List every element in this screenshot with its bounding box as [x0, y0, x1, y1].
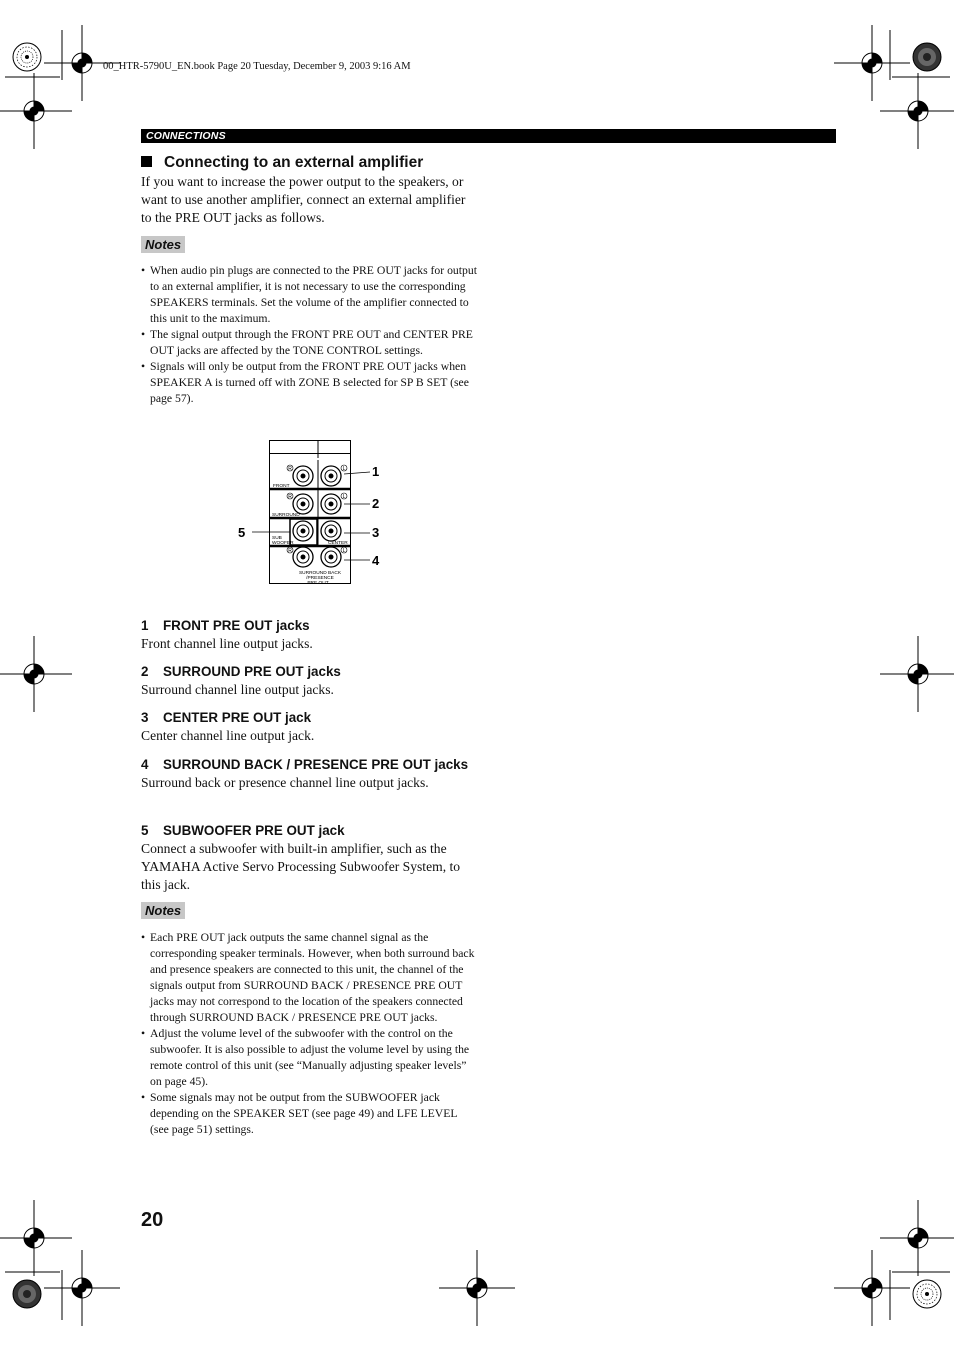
jack [321, 494, 341, 514]
heading-text: Connecting to an external amplifier [164, 154, 424, 171]
item-heading [141, 708, 476, 727]
item-description: Surround channel line output jacks. [141, 682, 334, 697]
jack [293, 547, 313, 567]
label-pre-out: PRE OUT [307, 581, 329, 586]
item-heading [141, 616, 476, 635]
callout-4: 4 [372, 553, 380, 568]
notes-tag: Notes [141, 902, 185, 919]
section-bar [141, 129, 836, 143]
channel-mark-l: L [342, 494, 346, 500]
label-sub: SUB [272, 536, 282, 541]
item-title: CENTER PRE OUT jack [163, 710, 312, 725]
item-2 [141, 662, 476, 699]
item-description: Connect a subwoofer with built-in amplifier, such as the YAMAHA Active Servo Processing Subwoofer System, to this jack. [141, 841, 461, 892]
note-item: • The signal output through the FRONT PRE OUT and CENTER PRE OUT jacks are affected by the TONE CONTROL settings. [141, 327, 478, 359]
heading-square-icon [141, 156, 152, 167]
jack [293, 521, 313, 541]
label-surround: SURROUND [272, 513, 300, 518]
notes-list-1 [141, 263, 478, 407]
notes-label-2 [141, 902, 185, 920]
section-heading [141, 154, 423, 172]
print-header: 00_HTR-5790U_EN.book Page 20 Tuesday, December 9, 2003 9:16 AM [103, 61, 411, 72]
label-presence: /PRESENCE [306, 576, 334, 581]
item-heading [141, 821, 476, 840]
item-1 [141, 616, 476, 653]
note-item: • Signals will only be output from the FRONT PRE OUT jacks when SPEAKER A is turned off with ZONE B selected for SP B SET (see page 57). [141, 359, 478, 407]
item-number: 3 [141, 710, 149, 725]
notes-list-2 [141, 930, 478, 1138]
callout-2: 2 [372, 496, 380, 511]
section-label: CONNECTIONS [146, 130, 226, 142]
label-woofer: WOOFER [272, 541, 294, 546]
note-item: • When audio pin plugs are connected to the PRE OUT jacks for output to an external amplifier, it is not necessary to use the corresponding SPEAKERS terminals. Set the volume of the amplifier connected to this unit to the maximum. [141, 263, 478, 327]
callout-3: 3 [372, 525, 380, 540]
item-title: SURROUND BACK / PRESENCE PRE OUT jacks [163, 757, 469, 772]
item-description: Front channel line output jacks. [141, 636, 313, 651]
label-surround-back: SURROUND BACK [298, 571, 342, 576]
channel-mark-r: R [288, 548, 292, 554]
jack [293, 494, 313, 514]
item-description: Center channel line output jack. [141, 728, 315, 743]
callout-1: 1 [372, 464, 380, 479]
note-item: • Each PRE OUT jack outputs the same channel signal as the corresponding speaker terminals. However, when both surround back and presence speakers are connected to this unit, the channel of the signals output from SURROUND BACK / PRESENCE PRE OUT jacks may not correspond to the location of the speakers connected through SURROUND BACK / PRESENCE PRE OUT jacks. [141, 930, 478, 1026]
item-number: 2 [141, 664, 149, 679]
channel-mark-r: R [288, 494, 292, 500]
note-item: • Some signals may not be output from the SUBWOOFER jack depending on the SPEAKER SET (see page 49) and LFE LEVEL (see page 51) settings. [141, 1090, 478, 1138]
item-title: SUBWOOFER PRE OUT jack [163, 823, 345, 838]
jack [321, 521, 341, 541]
item-number: 5 [141, 823, 149, 838]
item-5 [141, 821, 476, 894]
label-center: CENTER [328, 541, 348, 546]
notes-label-1 [141, 236, 185, 254]
item-title: SURROUND PRE OUT jacks [163, 664, 341, 679]
notes-tag: Notes [141, 236, 185, 253]
channel-mark-r: R [288, 466, 292, 472]
note-item: • Adjust the volume level of the subwoofer with the control on the subwoofer. It is also possible to adjust the volume level by using the remote control of this unit (see “Manually adjusting speaker levels” on page 45). [141, 1026, 478, 1090]
jack [321, 466, 341, 486]
item-heading [141, 662, 476, 681]
jack [293, 466, 313, 486]
item-description: Surround back or presence channel line output jacks. [141, 775, 429, 790]
label-front: FRONT [273, 484, 290, 489]
item-3 [141, 708, 476, 745]
jack [321, 547, 341, 567]
channel-mark-l: L [342, 548, 346, 554]
item-4 [141, 755, 471, 792]
page-number: 20 [141, 1209, 164, 1231]
pre-out-diagram [230, 436, 400, 586]
item-number: 4 [141, 757, 149, 772]
intro-paragraph: If you want to increase the power output to the speakers, or want to use another amplifier, connect an external amplifier to the PRE OUT jacks as follows. [141, 174, 466, 225]
item-title: FRONT PRE OUT jacks [163, 618, 310, 633]
channel-mark-l: L [342, 466, 346, 472]
callout-5: 5 [238, 525, 246, 540]
item-heading [141, 755, 471, 774]
item-number: 1 [141, 618, 149, 633]
